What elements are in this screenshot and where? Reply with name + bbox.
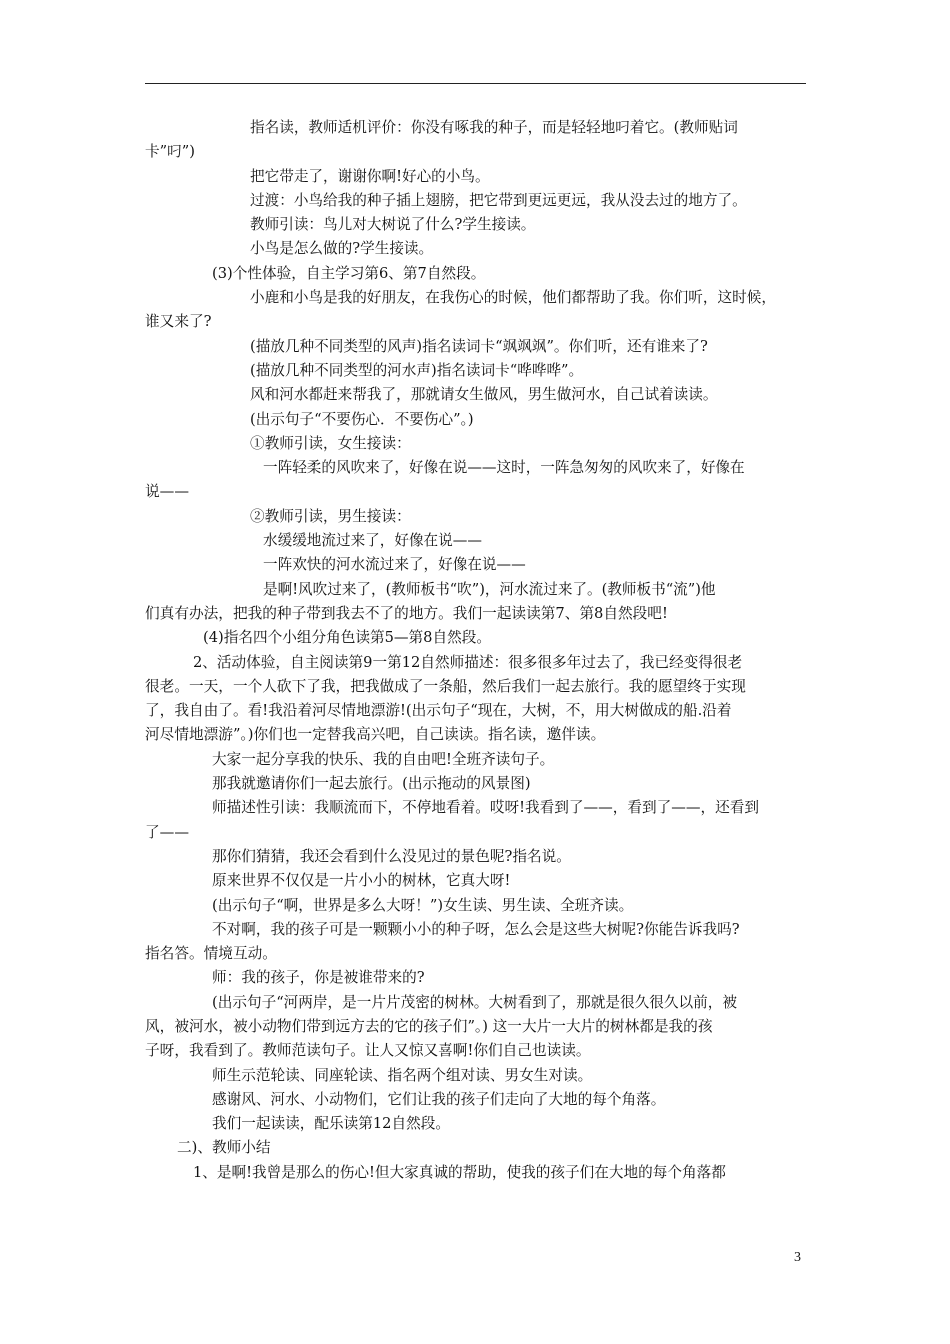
text-line: 子呀，我看到了。教师范读句子。让人又惊又喜啊!你们自己也读读。 xyxy=(145,1042,591,1060)
text-line: 了，我自由了。看!我沿着河尽情地漂游!(出示句子“现在，大树，不，用大树做成的船.沿着 xyxy=(145,702,732,720)
text-line: ①教师引读，女生接读： xyxy=(250,434,411,452)
text-line: 师：我的孩子，你是被谁带来的? xyxy=(212,969,425,987)
text-line: 指名答。情境互动。 xyxy=(145,945,277,963)
text-line: 师生示范轮读、同座轮读、指名两个组对读、男女生对读。 xyxy=(212,1066,593,1084)
text-line: 1、是啊!我曾是那么的伤心!但大家真诚的帮助，使我的孩子们在大地的每个角落都 xyxy=(193,1163,726,1181)
text-line: (描放几种不同类型的风声)指名读词卡“飒飒飒”。你们听，还有谁来了? xyxy=(250,337,708,355)
text-line: ②教师引读，男生接读： xyxy=(250,507,411,525)
text-line: 那我就邀请你们一起去旅行。(出示拖动的风景图) xyxy=(212,775,531,793)
text-line: 很老。一天，一个人砍下了我，把我做成了一条船，然后我们一起去旅行。我的愿望终于实现 xyxy=(145,677,746,695)
text-line: 风和河水都赶来帮我了，那就请女生做风，男生做河水，自己试着读读。 xyxy=(250,386,718,404)
text-line: 风，被河水，被小动物们带到远方去的它的孩子们”。) 这一大片一大片的树林都是我的孩 xyxy=(145,1017,713,1035)
text-line: 那你们猜猜，我还会看到什么没见过的景色呢?指名说。 xyxy=(212,847,571,865)
text-line: 二)、教师小结 xyxy=(177,1139,271,1157)
header-rule xyxy=(145,83,806,84)
text-line: 是啊!风吹过来了，(教师板书“吹”)，河水流过来了。(教师板书“流”)他 xyxy=(263,580,716,598)
text-line: 指名读，教师适机评价：你没有啄我的种子，而是轻轻地叼着它。(教师贴词 xyxy=(250,119,738,136)
document-body xyxy=(145,116,825,1185)
text-line: 教师引读：鸟儿对大树说了什么?学生接读。 xyxy=(250,216,536,234)
text-line: 感谢风、河水、小动物们，它们让我的孩子们走向了大地的每个角落。 xyxy=(212,1090,666,1108)
text-line: 我们一起读读，配乐读第12自然段。 xyxy=(212,1115,450,1133)
text-line: 师描述性引读：我顺流而下，不停地看着。哎呀!我看到了——，看到了——，还看到 xyxy=(212,799,760,817)
text-line: 把它带走了，谢谢你啊!好心的小鸟。 xyxy=(250,167,490,185)
text-line: 河尽情地漂游”。)你们也一定替我高兴吧，自己读读。指名读，邀伴读。 xyxy=(145,726,606,744)
text-line: 大家一起分享我的快乐、我的自由吧!全班齐读句子。 xyxy=(212,750,555,768)
text-line: 们真有办法，把我的种子带到我去不了的地方。我们一起读读第7、第8自然段吧! xyxy=(145,604,668,622)
text-line: 原来世界不仅仅是一片小小的树林，它真大呀! xyxy=(212,872,511,890)
text-line: (出示句子“河两岸，是一片片茂密的树林。大树看到了，那就是很久很久以前，被 xyxy=(212,993,738,1011)
text-line: 谁又来了? xyxy=(145,313,212,331)
text-line: 卡”叼”) xyxy=(145,143,196,161)
text-line: 一阵轻柔的风吹来了，好像在说——这时，一阵急匆匆的风吹来了，好像在 xyxy=(263,459,745,477)
text-line: 过渡：小鸟给我的种子插上翅膀，把它带到更远更远，我从没去过的地方了。 xyxy=(250,191,747,209)
text-line: 2、活动体验，自主阅读第9一第12自然师描述：很多很多年过去了，我已经变得很老 xyxy=(193,653,743,671)
text-line: (3)个性体验，自主学习第6、第7自然段。 xyxy=(212,264,486,282)
text-line: 说—— xyxy=(145,483,189,501)
text-line: (描放几种不同类型的河水声)指名读词卡“哗哗哗”。 xyxy=(250,361,584,379)
text-line: 小鸟是怎么做的?学生接读。 xyxy=(250,240,434,258)
text-line: 了—— xyxy=(145,823,189,841)
text-line: (出示句子“啊，世界是多么大呀！”)女生读、男生读、全班齐读。 xyxy=(212,896,634,914)
text-line: (出示句子“不要伤心．不要伤心”。) xyxy=(250,410,474,428)
text-line: 不对啊，我的孩子可是一颗颗小小的种子呀，怎么会是这些大树呢?你能告诉我吗? xyxy=(212,920,740,938)
text-line: 一阵欢快的河水流过来了，好像在说—— xyxy=(263,556,526,574)
text-line: (4)指名四个小组分角色读第5—第8自然段。 xyxy=(203,629,491,647)
text-line: 小鹿和小鸟是我的好朋友，在我伤心的时候，他们都帮助了我。你们听，这时候， xyxy=(250,289,776,307)
text-line: 水缓缓地流过来了，好像在说—— xyxy=(263,532,482,550)
page-number: 3 xyxy=(794,1250,801,1265)
